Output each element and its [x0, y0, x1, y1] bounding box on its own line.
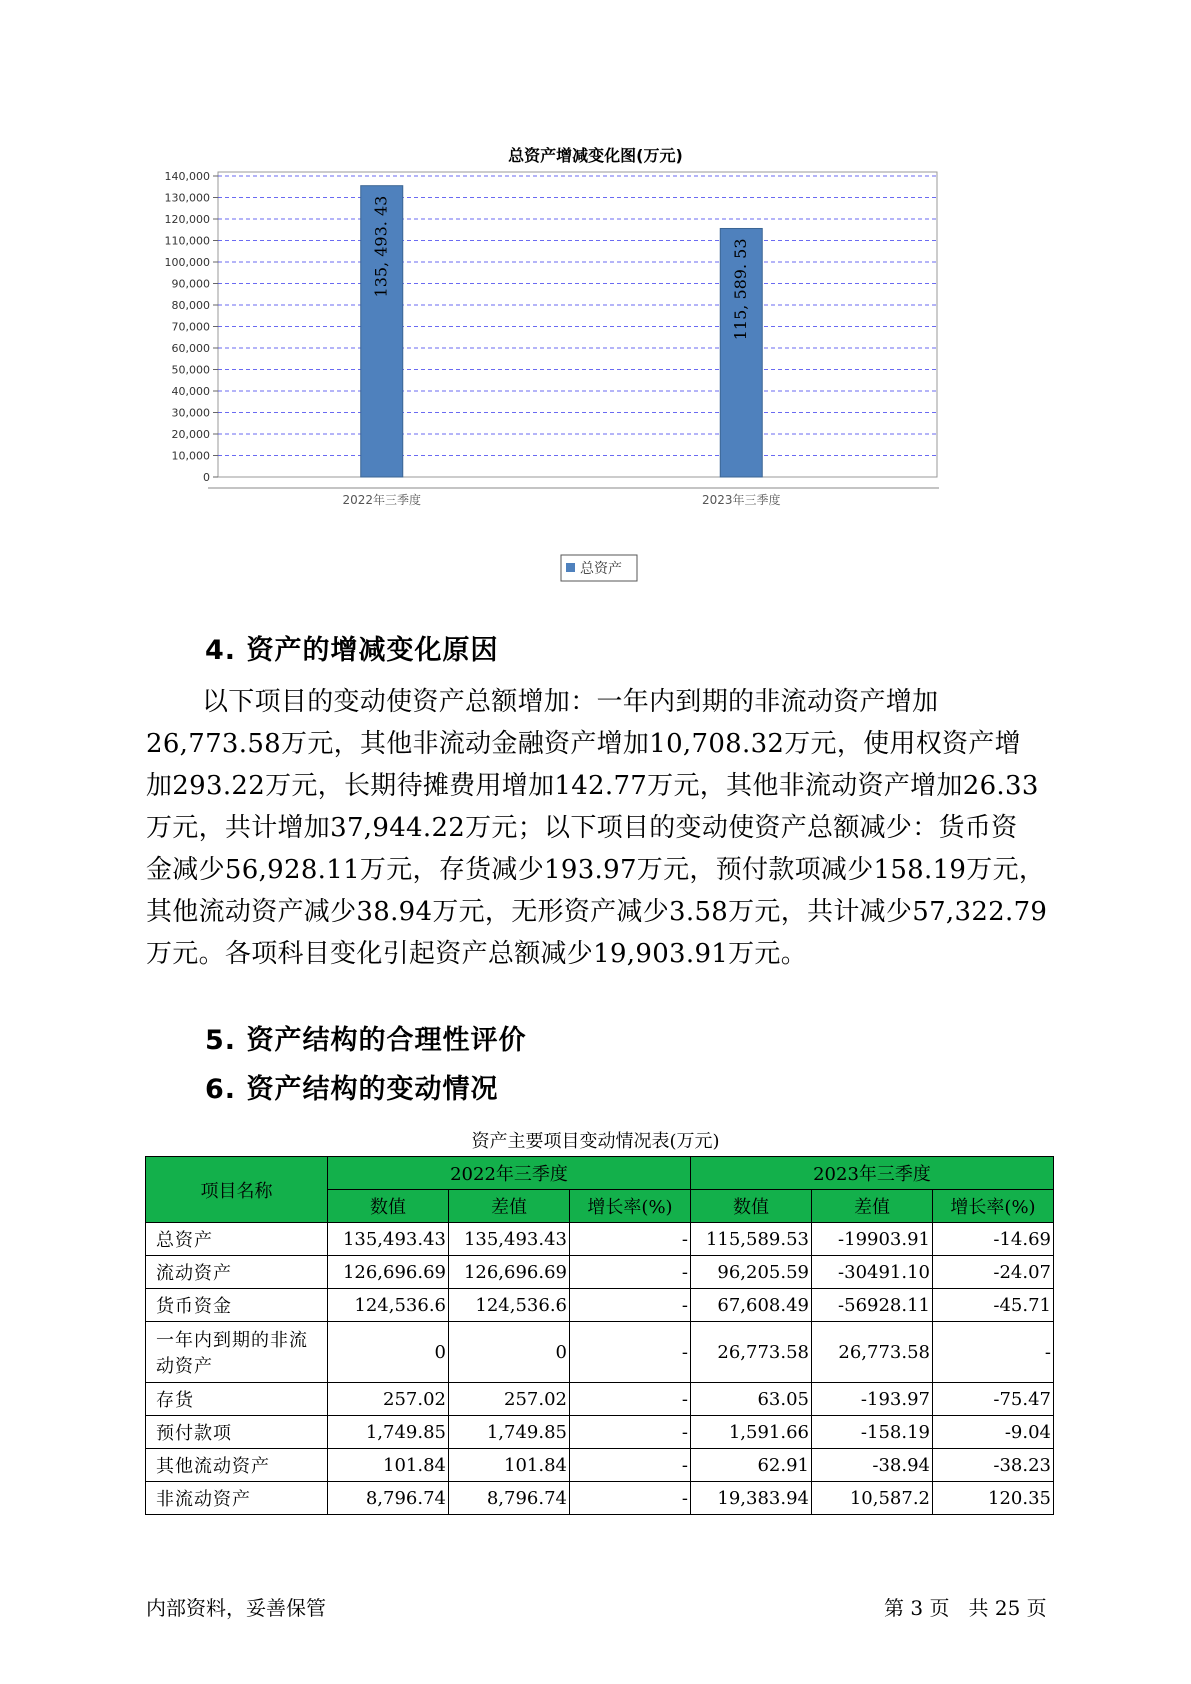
x-tick-label: 2022年三季度 [342, 493, 422, 507]
y-tick-label: 60,000 [171, 342, 210, 355]
cell-g2: 120.35 [933, 1482, 1054, 1515]
header-diff: 差值 [812, 1190, 933, 1223]
cell-d1: 8,796.74 [449, 1482, 570, 1515]
table-row [146, 1322, 1054, 1383]
paragraph-line: 万元，共计增加37,944.22万元；以下项目的变动使资产总额减少：货币资 [146, 813, 1018, 843]
cell-g1: - [570, 1482, 691, 1515]
total-assets-bar-chart [0, 0, 1191, 600]
paragraph-line: 其他流动资产减少38.94万元，无形资产减少3.58万元，共计减少57,322.79 [146, 897, 1048, 927]
footer-page-number: 第 3 页 共 25 页 [884, 1596, 1047, 1620]
cell-g1: - [570, 1416, 691, 1449]
cell-d2: 26,773.58 [812, 1322, 933, 1383]
table-row [146, 1416, 1054, 1449]
cell-v2: 67,608.49 [691, 1289, 812, 1322]
row-item-name: 其他流动资产 [146, 1449, 328, 1482]
plot-frame [218, 172, 937, 477]
cell-g2: -75.47 [933, 1383, 1054, 1416]
cell-g2: -45.71 [933, 1289, 1054, 1322]
cell-v2: 1,591.66 [691, 1416, 812, 1449]
y-tick-label: 110,000 [164, 234, 210, 248]
table-row [146, 1256, 1054, 1289]
cell-d2: 10,587.2 [812, 1482, 933, 1515]
y-tick-label: 20,000 [171, 428, 210, 441]
cell-d1: 124,536.6 [449, 1289, 570, 1322]
header-growth: 增长率(%) [570, 1190, 691, 1223]
cell-d2: -19903.91 [812, 1223, 933, 1256]
cell-d2: -56928.11 [812, 1289, 933, 1322]
cell-d2: -158.19 [812, 1416, 933, 1449]
table-row [146, 1383, 1054, 1416]
cell-d1: 135,493.43 [449, 1223, 570, 1256]
paragraph-line: 26,773.58万元，其他非流动金融资产增加10,708.32万元，使用权资产增 [146, 729, 1021, 759]
cell-v2: 115,589.53 [691, 1223, 812, 1256]
cell-v1: 135,493.43 [328, 1223, 449, 1256]
cell-v1: 101.84 [328, 1449, 449, 1482]
cell-d1: 257.02 [449, 1383, 570, 1416]
chart-title: 总资产增减变化图(万元) [508, 146, 683, 165]
section-4-heading: 4. 资产的增减变化原因 [205, 635, 499, 666]
cell-g2: -9.04 [933, 1416, 1054, 1449]
footer-confidential-note: 内部资料，妥善保管 [146, 1596, 326, 1620]
table-row [146, 1289, 1054, 1322]
cell-v2: 62.91 [691, 1449, 812, 1482]
row-item-name: 总资产 [146, 1223, 328, 1256]
asset-change-paragraph [146, 681, 1051, 975]
cell-g1: - [570, 1256, 691, 1289]
cell-d2: -38.94 [812, 1449, 933, 1482]
cell-d2: -193.97 [812, 1383, 933, 1416]
row-item-name: 货币资金 [146, 1289, 328, 1322]
y-tick-label: 70,000 [171, 320, 210, 334]
table-row [146, 1482, 1054, 1515]
y-tick-label: 90,000 [171, 277, 210, 291]
y-tick-label: 80,000 [171, 299, 210, 312]
bar-value-label: 115, 589. 53 [731, 238, 751, 341]
legend-label: 总资产 [580, 561, 622, 577]
cell-g1: - [570, 1322, 691, 1383]
y-tick-label: 140,000 [164, 170, 210, 183]
paragraph-line: 以下项目的变动使资产总额增加：一年内到期的非流动资产增加 [202, 687, 939, 717]
y-tick-label: 10,000 [171, 449, 210, 463]
cell-v2: 26,773.58 [691, 1322, 812, 1383]
header-diff: 差值 [449, 1190, 570, 1223]
cell-g2: - [933, 1322, 1054, 1383]
cell-d2: -30491.10 [812, 1256, 933, 1289]
paragraph-line: 加293.22万元，长期待摊费用增加142.77万元，其他非流动资产增加26.33 [146, 771, 1039, 801]
cell-v1: 0 [328, 1322, 449, 1383]
header-value: 数值 [328, 1190, 449, 1223]
y-tick-label: 30,000 [171, 406, 210, 420]
cell-g1: - [570, 1449, 691, 1482]
cell-v2: 63.05 [691, 1383, 812, 1416]
header-growth: 增长率(%) [933, 1190, 1054, 1223]
cell-d1: 0 [449, 1322, 570, 1383]
header-period-2022: 2022年三季度 [328, 1157, 691, 1190]
cell-g2: -24.07 [933, 1256, 1054, 1289]
row-item-name: 一年内到期的非流动资产 [146, 1322, 328, 1383]
cell-v1: 1,749.85 [328, 1416, 449, 1449]
paragraph-line: 金减少56,928.11万元，存货减少193.97万元，预付款项减少158.19万元， [146, 855, 1046, 885]
row-item-name: 预付款项 [146, 1416, 328, 1449]
row-item-name: 非流动资产 [146, 1482, 328, 1515]
table-caption: 资产主要项目变动情况表(万元) [471, 1131, 720, 1152]
table-row [146, 1223, 1054, 1256]
x-tick-label: 2023年三季度 [701, 493, 781, 507]
header-period-2023: 2023年三季度 [691, 1157, 1054, 1190]
header-value: 数值 [691, 1190, 812, 1223]
header-item-name: 项目名称 [146, 1157, 328, 1223]
row-item-name: 流动资产 [146, 1256, 328, 1289]
table-row [146, 1449, 1054, 1482]
section-6-heading: 6. 资产结构的变动情况 [205, 1074, 499, 1105]
cell-v1: 124,536.6 [328, 1289, 449, 1322]
cell-g2: -38.23 [933, 1449, 1054, 1482]
row-item-name: 存货 [146, 1383, 328, 1416]
legend-swatch [566, 563, 575, 572]
section-5-heading: 5. 资产结构的合理性评价 [205, 1025, 527, 1056]
cell-v1: 126,696.69 [328, 1256, 449, 1289]
cell-v1: 8,796.74 [328, 1482, 449, 1515]
cell-v1: 257.02 [328, 1383, 449, 1416]
cell-g1: - [570, 1223, 691, 1256]
cell-d1: 126,696.69 [449, 1256, 570, 1289]
y-tick-label: 40,000 [171, 385, 210, 398]
cell-g1: - [570, 1289, 691, 1322]
cell-g1: - [570, 1383, 691, 1416]
bar-value-label: 135, 493. 43 [371, 195, 391, 298]
cell-v2: 19,383.94 [691, 1482, 812, 1515]
cell-v2: 96,205.59 [691, 1256, 812, 1289]
paragraph-line: 万元。各项科目变化引起资产总额减少19,903.91万元。 [146, 939, 808, 969]
cell-g2: -14.69 [933, 1223, 1054, 1256]
y-tick-label: 100,000 [164, 256, 210, 269]
y-tick-label: 120,000 [164, 213, 210, 226]
y-tick-label: 130,000 [164, 191, 210, 205]
y-tick-label: 0 [203, 471, 210, 484]
asset-change-table [145, 1156, 1054, 1515]
y-tick-label: 50,000 [171, 363, 210, 377]
cell-d1: 101.84 [449, 1449, 570, 1482]
cell-d1: 1,749.85 [449, 1416, 570, 1449]
